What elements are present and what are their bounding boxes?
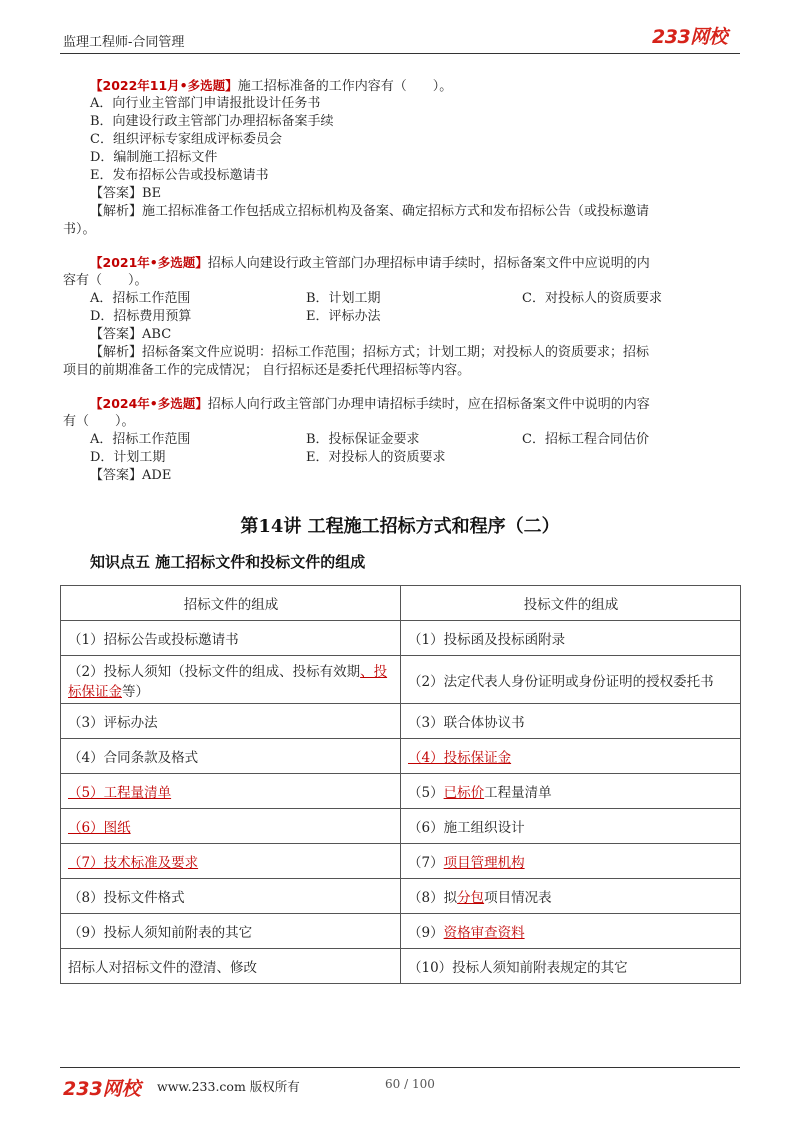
analysis-text: 施工招标准备工作包括成立招标机构及备案、确定招标方式和发布招标公告（或投标邀请 — [142, 204, 650, 219]
composition-table — [60, 585, 741, 984]
answer-label: 【答案】 — [90, 327, 143, 342]
answer-label: 【答案】 — [90, 468, 143, 483]
question-text-continued: 容有（ ）。 — [63, 273, 148, 288]
table-cell: （10）投标人须知前附表规定的其它 — [401, 949, 741, 984]
answer — [90, 467, 171, 485]
table-cell: （9）投标人须知前附表的其它 — [61, 914, 401, 949]
option-b: B．投标保证金要求 — [306, 432, 420, 447]
option-c: C．组织评标专家组成评标委员会 — [90, 132, 282, 147]
cell-text: 等） — [122, 683, 149, 700]
footer-site-text: www.233.com 版权所有 — [157, 1079, 300, 1094]
header-divider — [60, 53, 740, 54]
page-number: 60 / 100 — [385, 1077, 435, 1091]
analysis-label: 【解析】 — [90, 204, 143, 219]
table-cell — [61, 809, 401, 844]
option-d: D．招标费用预算 — [90, 309, 192, 324]
question-stem — [90, 77, 452, 96]
analysis-continued: 书）。 — [63, 222, 96, 237]
answer-value: ADE — [142, 468, 172, 483]
question-text: 施工招标准备的工作内容有（ ）。 — [237, 79, 453, 94]
table-cell: （6）施工组织设计 — [401, 809, 741, 844]
option-d: D．计划工期 — [90, 450, 166, 465]
table-cell — [401, 914, 741, 949]
option-a: A．招标工作范围 — [90, 291, 191, 306]
footer-brand-logo: 233网校 — [63, 1078, 141, 1100]
table-header-row — [61, 586, 741, 621]
question-text: 招标人向建设行政主管部门办理招标申请手续时，招标备案文件中应说明的内 — [207, 256, 650, 271]
option-d: D．编制施工招标文件 — [90, 150, 218, 165]
highlight-text: 项目管理机构 — [443, 855, 525, 871]
brand-logo: 233网校 — [652, 26, 728, 48]
answer — [90, 185, 161, 203]
question-text: 招标人向行政主管部门办理申请招标手续时，应在招标备案文件中说明的内容 — [207, 397, 650, 412]
table-row — [61, 704, 741, 739]
table-row — [61, 809, 741, 844]
cell-text: （5） — [408, 785, 444, 801]
question-text-continued: 有（ ）。 — [63, 414, 135, 429]
table-cell — [401, 774, 741, 809]
cell-text: （2）投标人须知（投标文件的组成、投标有效期 — [68, 663, 361, 680]
highlight-text: （4）投标保证金 — [408, 750, 512, 766]
analysis — [90, 203, 649, 221]
table-row — [61, 739, 741, 774]
table-cell — [61, 656, 401, 704]
table-row — [61, 656, 741, 704]
question-tag: 【2021年•多选题】 — [90, 255, 208, 270]
column-header-tender-docs: 投标文件的组成 — [401, 586, 741, 621]
answer-label: 【答案】 — [90, 186, 143, 201]
option-b: B．向建设行政主管部门办理招标备案手续 — [90, 114, 334, 129]
option-e: E．评标办法 — [306, 309, 381, 324]
question-tag: 【2024年•多选题】 — [90, 396, 208, 411]
answer-value: BE — [142, 186, 162, 201]
analysis-text: 招标备案文件应说明：招标工作范围；招标方式；计划工期；对投标人的资质要求；招标 — [142, 345, 650, 360]
table-row — [61, 844, 741, 879]
knowledge-point-title: 知识点五 施工招标文件和投标文件的组成 — [90, 553, 366, 571]
option-b: B．计划工期 — [306, 291, 381, 306]
section-title: 第14讲 工程施工招标方式和程序（二） — [240, 516, 560, 537]
cell-text: 项目情况表 — [484, 890, 552, 906]
table-cell — [401, 739, 741, 774]
table-cell — [61, 844, 401, 879]
cell-text: （7） — [408, 855, 444, 871]
table-row — [61, 879, 741, 914]
question-stem — [90, 395, 650, 414]
question-stem — [90, 254, 650, 273]
table-cell: （4）合同条款及格式 — [61, 739, 401, 774]
option-a: A．向行业主管部门申请报批设计任务书 — [90, 96, 321, 111]
footer-divider — [60, 1067, 740, 1068]
document-header-title: 监理工程师-合同管理 — [63, 35, 185, 50]
table-row — [61, 774, 741, 809]
table-cell: （3）联合体协议书 — [401, 704, 741, 739]
table-row — [61, 949, 741, 984]
table-cell: 招标人对招标文件的澄清、修改 — [61, 949, 401, 984]
answer-value: ABC — [142, 327, 172, 342]
table-cell — [401, 879, 741, 914]
highlight-text: （7）技术标准及要求 — [68, 855, 199, 871]
column-header-bidding-docs: 招标文件的组成 — [61, 586, 401, 621]
table-cell: （1）投标函及投标函附录 — [401, 621, 741, 656]
highlight-text: （5）工程量清单 — [68, 785, 172, 801]
highlight-text: 资格审查资料 — [443, 925, 525, 941]
table-cell — [401, 844, 741, 879]
cell-text: 工程量清单 — [484, 785, 552, 801]
question-tag: 【2022年11月•多选题】 — [90, 78, 238, 93]
table-cell: （1）招标公告或投标邀请书 — [61, 621, 401, 656]
option-c: C．招标工程合同估价 — [522, 432, 649, 447]
table-cell: （8）投标文件格式 — [61, 879, 401, 914]
table-row — [61, 621, 741, 656]
cell-text: （9） — [408, 925, 444, 941]
option-a: A．招标工作范围 — [90, 432, 191, 447]
highlight-text: 已标价 — [443, 785, 485, 801]
cell-text: （8）拟 — [408, 890, 458, 906]
analysis-continued: 项目的前期准备工作的完成情况； 自行招标还是委托代理招标等内容。 — [63, 363, 471, 378]
answer — [90, 326, 171, 344]
option-c: C．对投标人的资质要求 — [522, 291, 662, 306]
analysis-label: 【解析】 — [90, 345, 143, 360]
table-cell: （3）评标办法 — [61, 704, 401, 739]
option-e: E．对投标人的资质要求 — [306, 450, 446, 465]
table-row — [61, 914, 741, 949]
highlight-text: （6）图纸 — [68, 820, 131, 836]
highlight-text: 分包 — [457, 890, 485, 906]
analysis — [90, 344, 649, 362]
highlight-text: 、投标保证金 — [68, 663, 388, 700]
table-cell — [61, 774, 401, 809]
table-cell: （2）法定代表人身份证明或身份证明的授权委托书 — [401, 656, 741, 704]
option-e: E．发布招标公告或投标邀请书 — [90, 168, 269, 183]
